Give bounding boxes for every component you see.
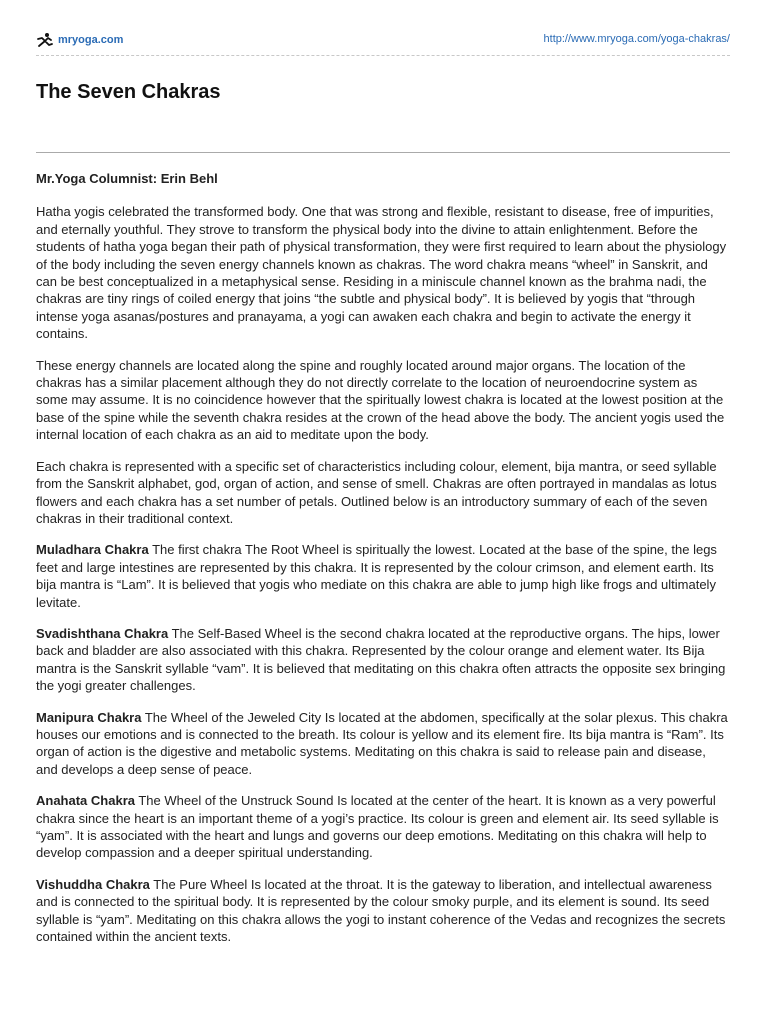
chakra-name: Svadishthana Chakra <box>36 625 169 641</box>
byline: Mr.Yoga Columnist: Erin Behl <box>36 171 218 186</box>
chakra-description: The first chakra The Root Wheel is spiritually the lowest. Located at the base of the spine, the legs feet and large intestines are represented by this chakra. It is represented by the colour crimson, and element earth. Its bija mantra is “Lam”. It is believed that yogis who mediate on this chakra are able to jump high like frogs and ultimately levitate. <box>36 542 717 610</box>
paragraph: Each chakra is represented with a specific set of characteristics including colour, element, bija mantra, or seed syllable from the Sanskrit alphabet, god, organ of action, and sense of smell. Chakras are often portrayed in mandalas as lotus flowers and each chakra has a set number of petals. Outlined below is an introductory summary of each of the seven chakras in their traditional context. <box>36 458 717 526</box>
title-divider <box>36 152 730 153</box>
chakra-svadishthana <box>36 625 730 695</box>
chakra-description: The Pure Wheel Is located at the throat. It is the gateway to liberation, and intellectual awareness and is connected to the spiritual body. It is represented by the colour smoky purple, and its element is sound. Its seed syllable is “yam”. Meditating on this chakra allows the yogi to instant coherence of the Vedas and recognizes the secrets contained within the ancient texts. <box>36 876 726 945</box>
chakra-description: The Wheel of the Unstruck Sound Is located at the center of the heart. It is known as a very powerful chakra since the heart is an important theme of a yogi’s practice. Its colour is green and element air. Its seed syllable is “yam”. It is associated with the heart and lungs and governs our deep emotions. Meditating on this chakra will help to develop compassion and a deeper spiritual understanding. <box>36 793 719 861</box>
site-name[interactable]: mryoga.com <box>58 34 124 46</box>
chakra-vishuddha <box>36 876 730 946</box>
chakra-name: Anahata Chakra <box>36 793 135 809</box>
paragraph: Hatha yogis celebrated the transformed body. One that was strong and flexible, resistant to disease, free of impurities, and eternally youthful. They strove to transform the physical body into the divine to attain enlightenment. Before the students of hatha yoga began their path of physical transformation, they were first required to learn about the physiology of the body including the seven energy channels known as chakras. The word chakra means “wheel” in Sanskrit, and can be best conceptualized in a metaphysical sense. Residing in a miniscule channel known as the brahma nadi, the chakras are tiny rings of coiled energy that joins “the subtle and physical body”. It is believed by yogis that “through intense yoga asanas/postures and pranayama, a yogi can awaken each chakra and begin to activate the energy it contains. <box>36 204 727 342</box>
page-title: The Seven Chakras <box>36 81 221 103</box>
article-body <box>36 170 730 959</box>
chakra-name: Muladhara Chakra <box>36 542 149 558</box>
page-url-link[interactable]: http://www.mryoga.com/yoga-chakras/ <box>543 33 730 45</box>
chakra-anahata <box>36 792 730 862</box>
yoga-pose-icon <box>36 32 54 48</box>
page-header <box>36 30 730 52</box>
site-logo[interactable] <box>36 32 123 48</box>
chakra-manipura <box>36 709 730 779</box>
chakra-description: The Wheel of the Jeweled City Is located at the abdomen, specifically at the solar plexus. This chakra houses our emotions and is connected to the breath. Its colour is yellow and its element fire. Its bija mantra is “Ram”. Its organ of action is the digestive and metabolic systems. Meditating on this chakra is said to release pain and disease, and develops a deep sense of peace. <box>36 709 728 777</box>
paragraph: These energy channels are located along the spine and roughly located around major organs. The location of the chakras has a similar placement although they do not directly correlate to the location of neuroendocrine system as some may assume. It is no coincidence however that the spiritually lowest chakra is located at the lowest position at the base of the spine while the seventh chakra resides at the crown of the head above the body. The ancient yogis used the internal location of each chakra as an aid to meditate upon the body. <box>36 357 725 443</box>
chakra-description: The Self-Based Wheel is the second chakra located at the reproductive organs. The hips, lower back and bladder are also associated with this chakra. Represented by the colour orange and element water. Its Bija mantra is the Sanskrit syllable “vam”. It is believed that meditating on this chakra often attracts the opposite sex bringing the yogi greater challenges. <box>36 625 726 694</box>
chakra-name: Vishuddha Chakra <box>36 876 150 892</box>
header-divider <box>36 55 730 56</box>
chakra-muladhara <box>36 541 730 611</box>
chakra-name: Manipura Chakra <box>36 709 142 725</box>
